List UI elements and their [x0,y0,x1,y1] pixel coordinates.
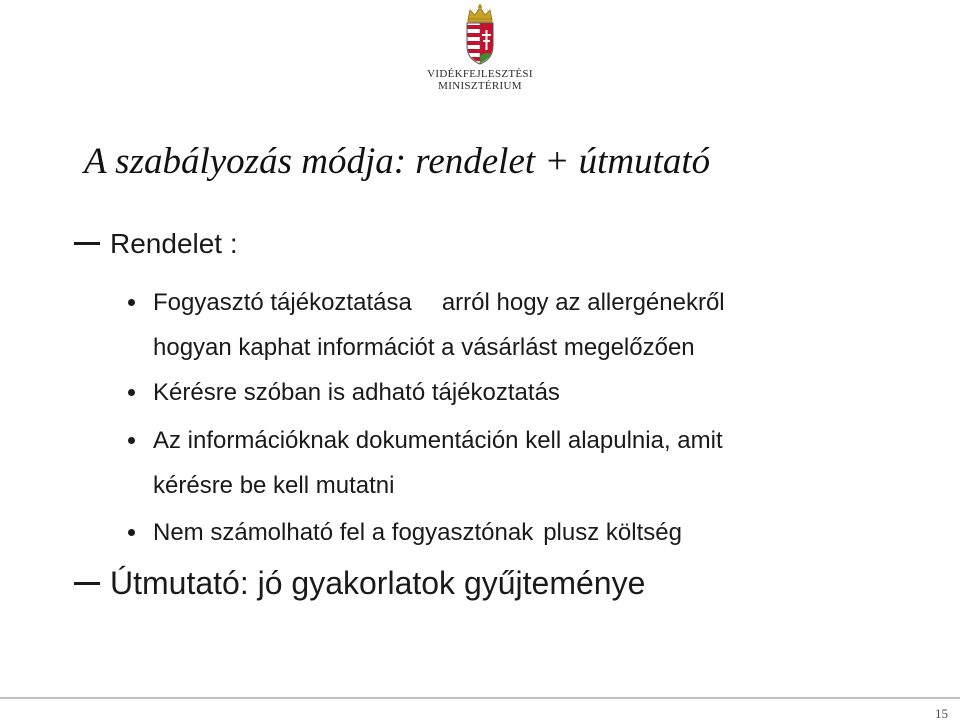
list-item [128,418,928,508]
list-item [128,370,928,415]
list-item-line: Kérésre szóban is adható tájékoztatás [153,379,560,406]
list-item-text: Nem számolható fel a fogyasztónak [153,519,534,546]
bullet-dot-icon [128,299,135,306]
dash-icon [74,242,100,245]
section-heading-text: Útmutató: jó gyakorlatok gyűjteménye [110,565,646,601]
section-heading-utmutato [74,565,645,602]
list-item-line [153,280,928,325]
slide-title: A szabályozás módja: rendelet + útmutató [84,141,711,182]
section-heading-rendelet [74,228,238,260]
list-item-line: kérésre be kell mutatni [153,472,395,499]
bullet-dot-icon [128,389,135,396]
ministry-logo [410,4,550,100]
list-item [128,280,928,370]
page-number: 15 [935,706,948,721]
ministry-name-line1: VIDÉKFEJLESZTÉSI [427,68,533,80]
bullet-dot-icon [128,529,135,536]
list-item-line: Az információknak dokumentáción kell alapulnia, amit [153,427,723,454]
list-item-text: Fogyasztó tájékoztatása [153,289,412,316]
list-item-text: plusz költség [543,519,682,546]
section-heading-text: Rendelet : [110,228,238,259]
list-item-line: hogyan kaphat információt a vásárlást megelőzően [153,334,695,361]
bullet-dot-icon [128,437,135,444]
footer-divider [0,697,960,699]
list-item [128,510,928,555]
ministry-name-line2: MINISZTÉRIUM [438,80,522,92]
list-item-text: arról hogy az allergénekről [441,289,725,316]
dash-icon [74,582,100,585]
list-item-line [153,510,928,555]
hungarian-coat-of-arms-icon [460,4,500,66]
